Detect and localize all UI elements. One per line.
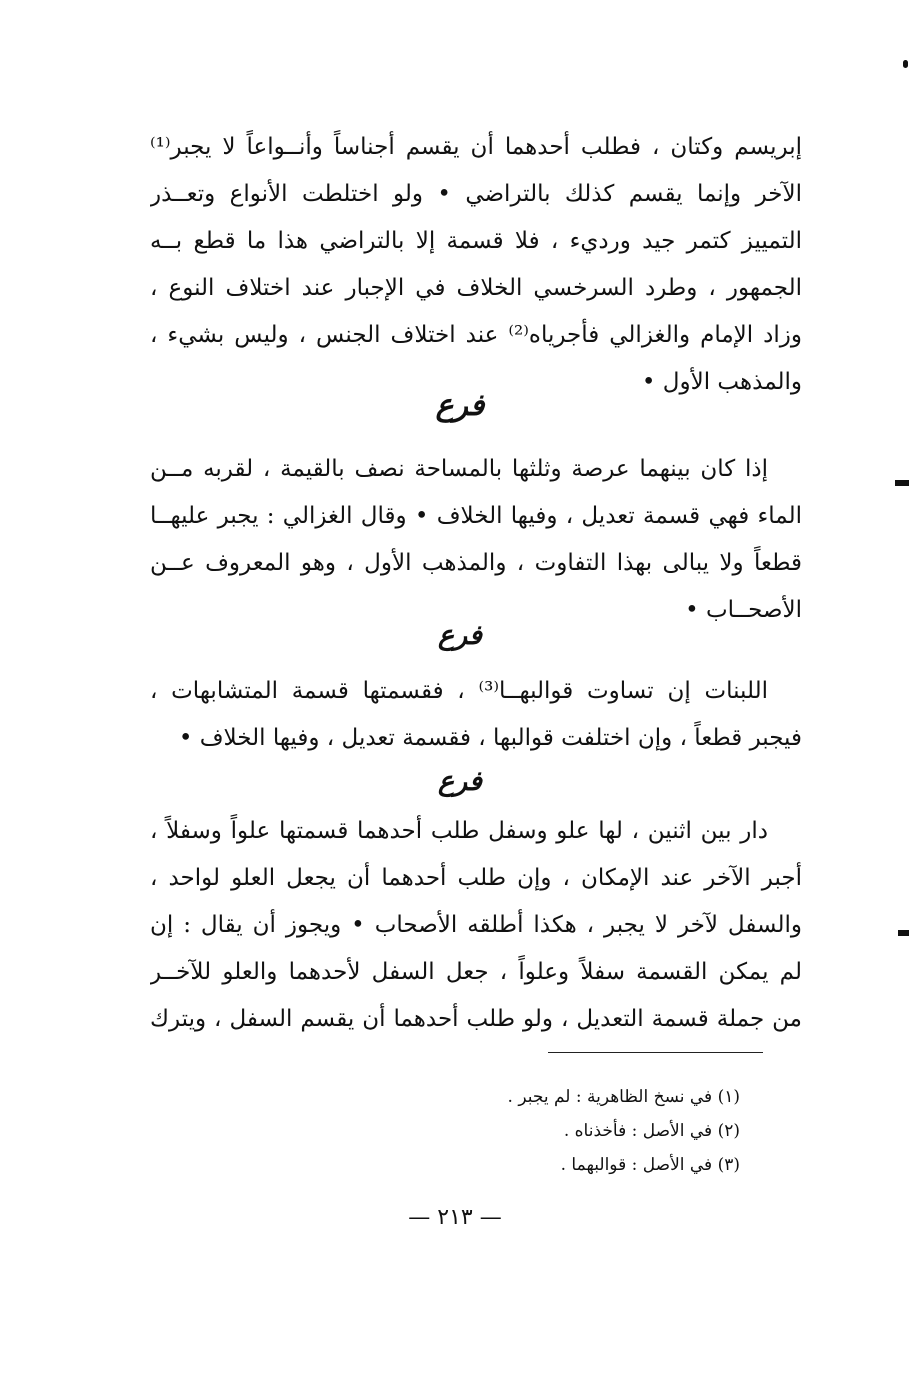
paragraph-1 (150, 124, 802, 406)
text-line: وزاد الإمام والغزالي فأجرياه⁽²⁾ عند اختلاف الجنس ، وليس بشيء ، (150, 322, 802, 348)
text-line: الجمهور ، وطرد السرخسي الخلاف في الإجبار عند اختلاف النوع ، (150, 275, 802, 301)
text-line: أجبر الآخر عند الإمكان ، وإن طلب أحدهما أن يجعل العلو لواحد ، (150, 865, 802, 891)
text-line: الآخر وإنما يقسم كذلك بالتراضي • ولو اختلطت الأنواع وتعــذر (150, 181, 802, 207)
text-line: والمذهب الأول • (641, 369, 802, 395)
text-line: لم يمكن القسمة سفلاً وعلواً ، جعل السفل لأحدهما والعلو للآخــر (150, 959, 802, 985)
text-line: التمييز كتمر جيد ورديء ، فلا قسمة إلا بالتراضي هذا ما قطع بــه (150, 228, 802, 254)
scan-edge-mark (903, 60, 908, 68)
text-line: من جملة قسمة التعديل ، ولو طلب أحدهما أن يقسم السفل ، ويترك (150, 1006, 802, 1032)
scan-edge-mark (898, 930, 909, 936)
paragraph-3 (150, 668, 802, 762)
footnote-2: (٢) في الأصل : فأخذناه . (563, 1121, 740, 1141)
text-line: الأصحــاب • (685, 597, 802, 623)
paragraph-2 (150, 446, 802, 634)
footnote-separator (548, 1052, 763, 1053)
footnotes (400, 1080, 740, 1182)
paragraph-4 (150, 808, 802, 1043)
footnote-1: (١) في نسخ الظاهرية : لم يجبر . (507, 1087, 740, 1107)
text-line: اللبنات إن تساوت قوالبهــا⁽³⁾ ، فقسمتها قسمة المتشابهات ، (150, 678, 769, 704)
text-line: والسفل لآخر لا يجبر ، هكذا أطلقه الأصحاب • ويجوز أن يقال : إن (150, 912, 802, 938)
scan-edge-mark (895, 480, 909, 486)
text-line: دار بين اثنين ، لها علو وسفل طلب أحدهما قسمتها علواً وسفلاً ، (150, 818, 768, 844)
text-line: إبريسم وكتان ، فطلب أحدهما أن يقسم أجناساً وأنــواعاً لا يجبر⁽¹⁾ (150, 134, 802, 160)
text-line: إذا كان بينهما عرصة وثلثها بالمساحة نصف بالقيمة ، لقربه مــن (150, 456, 768, 482)
page-number: — ٢١٣ — (408, 1205, 502, 1230)
section-heading: فرع (438, 766, 482, 797)
text-line: قطعاً ولا يبالى بهذا التفاوت ، والمذهب الأول ، وهو المعروف عــن (150, 550, 802, 576)
section-heading: فرع (438, 620, 482, 651)
text-line: فيجبر قطعاً ، وإن اختلفت قوالبها ، فقسمة تعديل ، وفيها الخلاف • (178, 725, 802, 751)
footnote-3: (٣) في الأصل : قوالبهما . (560, 1155, 740, 1175)
section-heading: فرع (435, 388, 485, 423)
text-line: الماء فهي قسمة تعديل ، وفيها الخلاف • وقال الغزالي : يجبر عليهــا (150, 503, 802, 529)
